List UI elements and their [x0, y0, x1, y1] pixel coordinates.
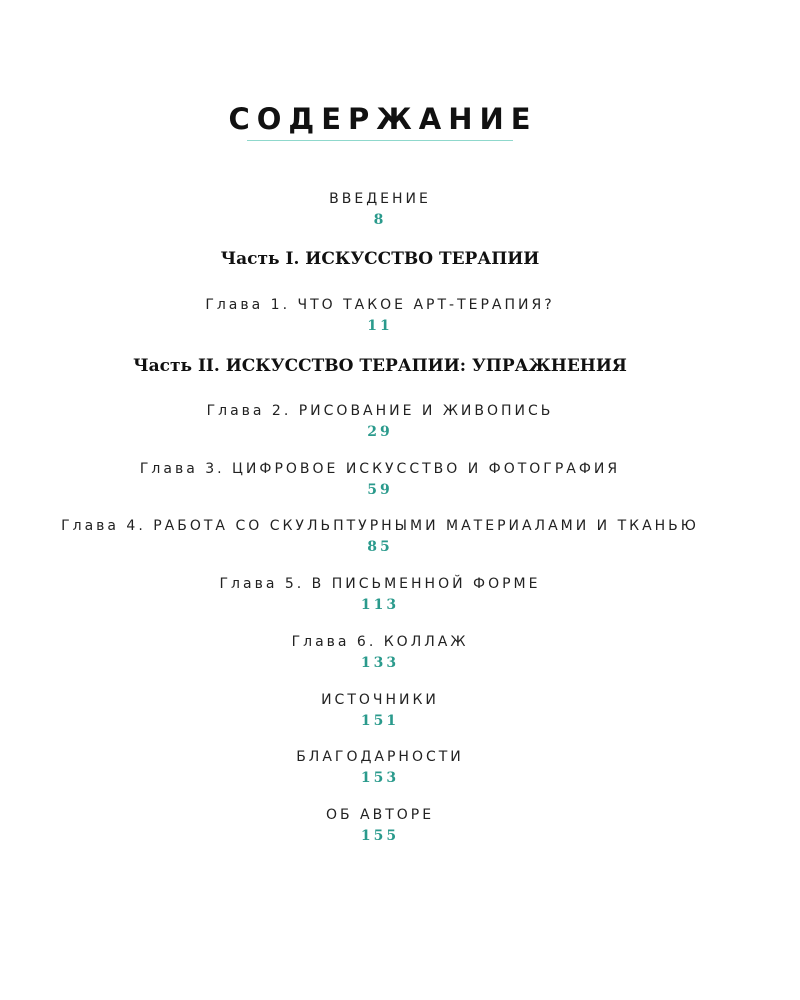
toc-entry-page: 29: [367, 424, 393, 440]
toc-entry-page: 133: [360, 655, 400, 671]
page-title: СОДЕРЖАНИЕ: [228, 102, 538, 136]
toc-entry-about-author[interactable]: [0, 805, 760, 846]
toc-entry-chapter-1[interactable]: [0, 295, 760, 336]
toc-entry-label: Глава 5. В ПИСЬМЕННОЙ ФОРМЕ: [219, 576, 541, 592]
toc-entry-page: 11: [367, 318, 393, 334]
toc-entry-chapter-5[interactable]: [0, 574, 760, 615]
toc-entry-page: 85: [367, 539, 393, 555]
toc-entry-label: Глава 2. РИСОВАНИЕ И ЖИВОПИСЬ: [206, 403, 554, 419]
toc-entry-intro[interactable]: [0, 189, 760, 230]
toc-entry-label: Глава 6. КОЛЛАЖ: [291, 634, 469, 650]
toc-entry-label: ВВЕДЕНИЕ: [329, 191, 431, 207]
toc-entry-page: 59: [367, 482, 393, 498]
toc-entry-chapter-3[interactable]: [0, 459, 760, 500]
toc-entry-page: 155: [360, 828, 400, 844]
toc-entry-chapter-2[interactable]: [0, 401, 760, 442]
toc-entry-label: Глава 1. ЧТО ТАКОЕ АРТ-ТЕРАПИЯ?: [205, 297, 555, 313]
toc-part-1[interactable]: Часть I. ИСКУССТВО ТЕРАПИИ: [220, 249, 540, 269]
toc-entry-acknowledgements[interactable]: [0, 747, 760, 788]
toc-entry-chapter-6[interactable]: [0, 632, 760, 673]
toc-entry-label: ОБ АВТОРЕ: [325, 807, 435, 823]
toc-entry-label: Глава 3. ЦИФРОВОЕ ИСКУССТВО И ФОТОГРАФИЯ: [139, 461, 621, 477]
toc-entry-page: 113: [360, 597, 400, 613]
toc-entry-sources[interactable]: [0, 690, 760, 731]
toc-entry-page: 153: [360, 770, 400, 786]
toc-entry-page: 151: [360, 713, 400, 729]
toc-entry-chapter-4[interactable]: [0, 516, 760, 557]
toc-part-2[interactable]: Часть II. ИСКУССТВО ТЕРАПИИ: УПРАЖНЕНИЯ: [133, 356, 627, 376]
toc-entry-label: БЛАГОДАРНОСТИ: [296, 749, 464, 765]
title-underline: [247, 140, 513, 141]
toc-entry-page: 8: [373, 212, 387, 228]
toc-entry-label: Глава 4. РАБОТА СО СКУЛЬПТУРНЫМИ МАТЕРИАЛАМИ И ТКАНЬЮ: [61, 518, 699, 534]
toc-entry-label: ИСТОЧНИКИ: [321, 692, 439, 708]
